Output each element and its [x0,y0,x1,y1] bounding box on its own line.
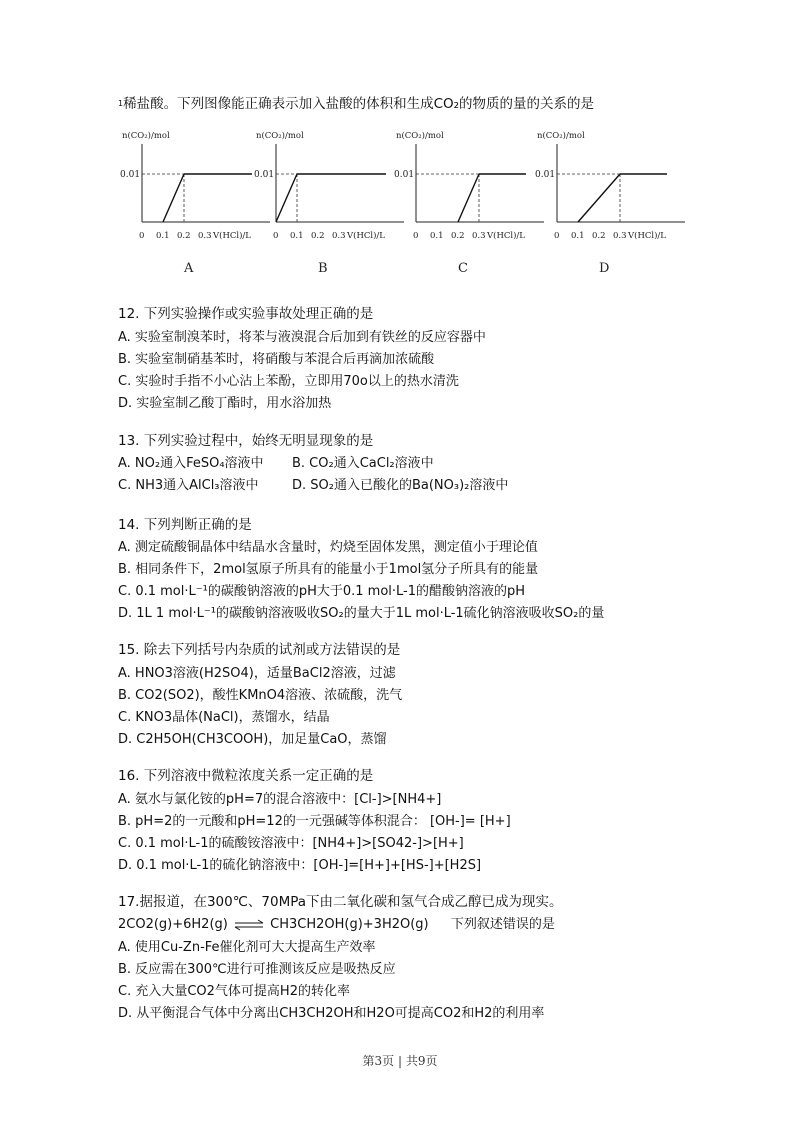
graph-label: C [458,261,468,276]
y-axis-label: n(CO₂)/mol [396,131,444,141]
x-tick-label: 0 [273,231,279,241]
graph-b-svg [254,124,419,276]
x-tick-label: 0.2 [177,231,191,241]
q17-option-d: D. 从平衡混合气体中分离出CH3CH2OH和H2O可提高CO2和H2的利用率 [118,1006,545,1021]
y-axis-label: n(CO₂)/mol [256,131,304,141]
q14-option-b: B. 相同条件下，2mol氢原子所具有的能量小于1mol氢分子所具有的能量 [118,562,539,577]
q16-title: 16. 下列溶液中微粒浓度关系一定正确的是 [118,768,374,784]
q11-stem: $^1$稀盐酸。下列图像能正确表示加入盐酸的体积和生成CO₂的物质的量的关系的是 [118,96,595,112]
q17-option-c: C. 充入大量CO2气体可提高H2的转化率 [118,984,350,999]
y-tick-label: 0.01 [120,170,141,180]
q15-option-d: D. C2H5OH(CH3COOH)，加足量CaO，蒸馏 [118,732,387,747]
graph-b [254,124,419,276]
q17-title: 17.据报道，在300℃、70MPa下由二氧化碳和氢气合成乙醇已成为现实。 [118,894,563,910]
q14-option-a: A. 测定硫酸铜晶体中结晶水含量时，灼烧至固体发黑，测定值小于理论值 [118,540,538,555]
q17-equation [118,916,555,934]
graph-d-svg [537,124,697,274]
x-tick-label: 0 [554,231,560,241]
equilibrium-arrow-icon [234,919,264,931]
x-tick-label: 0.3 [613,231,627,241]
rising-segment [578,174,620,222]
q15-option-a: A. HNO3溶液(H2SO4)，适量BaCl2溶液，过滤 [118,666,396,681]
graph-c [396,124,556,274]
q15-option-b: B. CO2(SO2)，酸性KMnO4溶液、浓硫酸，洗气 [118,688,403,703]
q17-option-b: B. 反应需在300℃进行可推测该反应是吸热反应 [118,962,396,977]
q17-equation-left: 2CO2(g)+6H2(g) [118,917,228,932]
q14-option-c: C. 0.1 mol·L⁻¹的碳酸钠溶液的pH大于0.1 mol·L-1的醋酸钠溶液的pH [118,584,526,599]
x-tick-label: 0.2 [451,231,465,241]
q12-option-b: B. 实验室制硝基苯时，将硝酸与苯混合后再滴加浓硫酸 [118,352,435,367]
x-axis-label: V(HCl)/L [487,231,525,241]
q12-option-a: A. 实验室制溴苯时，将苯与液溴混合后加到有铁丝的反应容器中 [118,330,486,345]
rising-segment [458,174,479,222]
q16-option-a: A. 氨水与氯化铵的pH=7的混合溶液中：[Cl-]>[NH4+] [118,792,442,807]
q16-option-c: C. 0.1 mol·L-1的硫酸铵溶液中：[NH4+]>[SO42-]>[H+] [118,836,464,851]
q13-option-a: A. NO₂通入FeSO₄溶液中 [118,456,264,471]
rising-segment [276,174,297,222]
q13-title: 13. 下列实验过程中，始终无明显现象的是 [118,433,374,449]
q17-option-a: A. 使用Cu-Zn-Fe催化剂可大大提高生产效率 [118,940,376,955]
x-tick-label: 0.1 [290,231,304,241]
graph-d [537,124,697,274]
q13-option-b: B. CO₂通入CaCl₂溶液中 [292,456,434,471]
x-tick-label: 0.1 [156,231,170,241]
q15-title: 15. 除去下列括号内杂质的试剂或方法错误的是 [118,642,401,658]
graph-label: B [318,261,328,276]
x-tick-label: 0.3 [198,231,212,241]
y-axis-label: n(CO₂)/mol [537,131,585,141]
q13-option-c: C. NH3通入AlCl₃溶液中 [118,478,259,493]
graph-label: D [599,261,610,276]
q13-option-d: D. SO₂通入已酸化的Ba(NO₃)₂溶液中 [292,478,509,493]
y-tick-label: 0.01 [254,170,275,180]
x-tick-label: 0.1 [571,231,585,241]
q12-title: 12. 下列实验操作或实验事故处理正确的是 [118,306,374,322]
q14-title: 14. 下列判断正确的是 [118,517,252,533]
graph-c-svg [396,124,556,274]
page-footer: 第3页 | 共9页 [362,1054,438,1068]
q12-option-d: D. 实验室制乙酸丁酯时，用水浴加热 [118,396,332,411]
y-tick-label: 0.01 [535,170,556,180]
y-axis-label: n(CO₂)/mol [122,131,170,141]
x-tick-label: 0.3 [332,231,346,241]
q16-option-d: D. 0.1 mol·L-1的硫化钠溶液中：[OH-]=[H+]+[HS-]+[H2S] [118,858,482,873]
q14-option-d: D. 1L 1 mol·L⁻¹的碳酸钠溶液吸收SO₂的量大于1L mol·L-1硫化钠溶液吸收SO₂的量 [118,606,605,621]
q12-option-c: C. 实验时手指不小心沾上苯酚，立即用70o以上的热水清洗 [118,374,459,389]
x-tick-label: 0 [139,231,145,241]
x-tick-label: 0.1 [430,231,444,241]
x-tick-label: 0 [413,231,419,241]
x-tick-label: 0.2 [592,231,606,241]
rising-segment [163,174,184,222]
x-tick-label: 0.3 [472,231,486,241]
x-axis-label: V(HCl)/L [347,231,385,241]
x-axis-label: V(HCl)/L [628,231,666,241]
q17-equation-tail: 下列叙述错误的是 [450,917,555,932]
q16-option-b: B. pH=2的一元酸和pH=12的一元强碱等体积混合： [OH-]= [H+] [118,814,511,829]
x-tick-label: 0.2 [311,231,325,241]
q17-equation-right: CH3CH2OH(g)+3H2O(g) [270,917,429,932]
graph-label: A [184,261,194,276]
q15-option-c: C. KNO3晶体(NaCl)，蒸馏水，结晶 [118,710,330,725]
y-tick-label: 0.01 [394,170,415,180]
x-axis-label: V(HCl)/L [213,231,251,241]
